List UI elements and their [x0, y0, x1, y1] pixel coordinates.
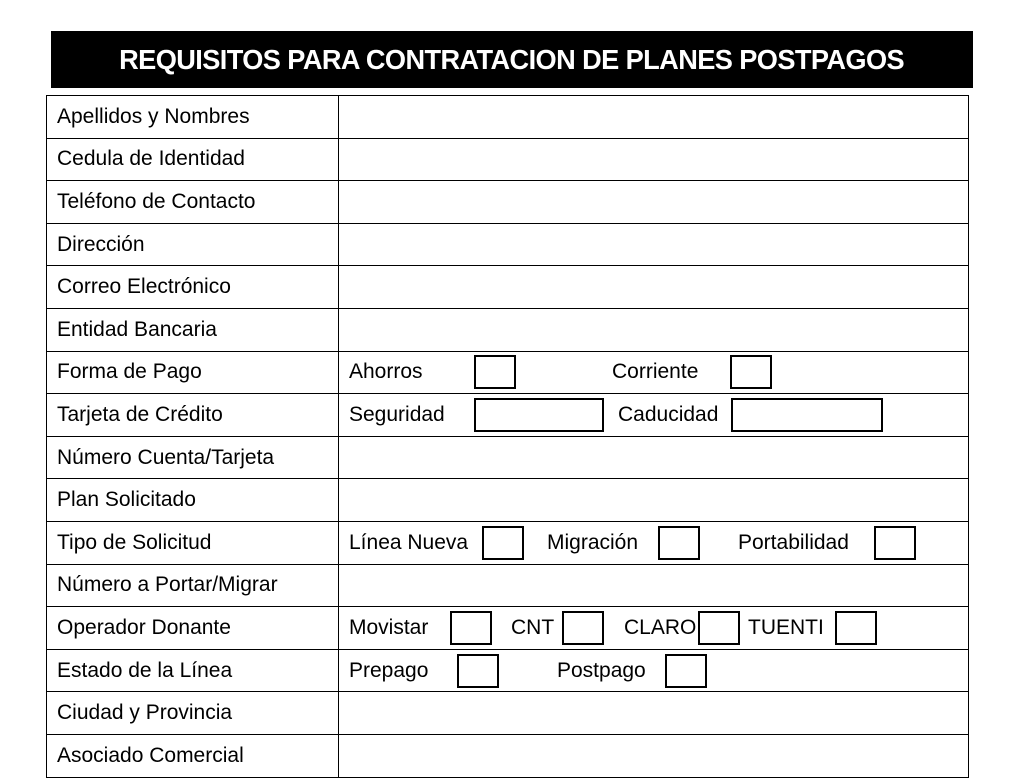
- label-correo-electronico: Correo Electrónico: [47, 266, 339, 309]
- option-ahorros-label: Ahorros: [349, 360, 423, 384]
- option-movistar-label: Movistar: [349, 615, 429, 639]
- row-plan-solicitado: [47, 479, 969, 522]
- label-numero-portar-migrar: Número a Portar/Migrar: [47, 564, 339, 607]
- option-tuenti-label: TUENTI: [748, 615, 824, 639]
- option-migracion-label: Migración: [547, 530, 639, 554]
- label-operador-donante: Operador Donante: [47, 607, 339, 650]
- row-operador-donante: [47, 607, 969, 650]
- field-tipo-solicitud: [339, 521, 969, 564]
- option-seguridad-label: Seguridad: [349, 402, 445, 426]
- input-seguridad[interactable]: [474, 398, 604, 432]
- row-forma-pago: [47, 351, 969, 394]
- row-estado-linea: [47, 649, 969, 692]
- label-cedula-identidad: Cedula de Identidad: [47, 138, 339, 181]
- option-postpago-label: Postpago: [557, 658, 646, 682]
- field-asociado-comercial[interactable]: [339, 734, 969, 777]
- field-numero-cuenta-tarjeta[interactable]: [339, 436, 969, 479]
- field-estado-linea: [339, 649, 969, 692]
- option-claro-label: CLARO: [624, 615, 697, 639]
- row-asociado-comercial: [47, 734, 969, 777]
- field-entidad-bancaria[interactable]: [339, 308, 969, 351]
- field-operador-donante: [339, 607, 969, 650]
- checkbox-claro[interactable]: [698, 611, 740, 645]
- field-numero-portar-migrar[interactable]: [339, 564, 969, 607]
- row-tarjeta-credito: [47, 394, 969, 437]
- label-apellidos-nombres: Apellidos y Nombres: [47, 96, 339, 139]
- row-tipo-solicitud: [47, 521, 969, 564]
- field-forma-pago: [339, 351, 969, 394]
- row-apellidos-nombres: [47, 96, 969, 139]
- label-plan-solicitado: Plan Solicitado: [47, 479, 339, 522]
- requirements-form: [46, 95, 969, 778]
- checkbox-prepago[interactable]: [457, 654, 499, 688]
- field-direccion[interactable]: [339, 223, 969, 266]
- label-entidad-bancaria: Entidad Bancaria: [47, 308, 339, 351]
- row-entidad-bancaria: [47, 308, 969, 351]
- row-direccion: [47, 223, 969, 266]
- field-tarjeta-credito: [339, 394, 969, 437]
- label-telefono-contacto: Teléfono de Contacto: [47, 181, 339, 224]
- checkbox-movistar[interactable]: [450, 611, 492, 645]
- field-plan-solicitado[interactable]: [339, 479, 969, 522]
- title-bar: [51, 31, 973, 88]
- checkbox-linea-nueva[interactable]: [482, 526, 524, 560]
- checkbox-cnt[interactable]: [562, 611, 604, 645]
- row-cedula-identidad: [47, 138, 969, 181]
- checkbox-corriente[interactable]: [730, 355, 772, 389]
- label-forma-pago: Forma de Pago: [47, 351, 339, 394]
- row-ciudad-provincia: [47, 692, 969, 735]
- field-ciudad-provincia[interactable]: [339, 692, 969, 735]
- row-numero-cuenta-tarjeta: [47, 436, 969, 479]
- input-caducidad[interactable]: [731, 398, 883, 432]
- field-apellidos-nombres[interactable]: [339, 96, 969, 139]
- field-cedula-identidad[interactable]: [339, 138, 969, 181]
- option-caducidad-label: Caducidad: [618, 402, 719, 426]
- label-ciudad-provincia: Ciudad y Provincia: [47, 692, 339, 735]
- form-title: REQUISITOS PARA CONTRATACION DE PLANES POSTPAGOS: [119, 43, 905, 75]
- label-asociado-comercial: Asociado Comercial: [47, 734, 339, 777]
- row-numero-portar-migrar: [47, 564, 969, 607]
- checkbox-ahorros[interactable]: [474, 355, 516, 389]
- label-tarjeta-credito: Tarjeta de Crédito: [47, 394, 339, 437]
- label-estado-linea: Estado de la Línea: [47, 649, 339, 692]
- checkbox-portabilidad[interactable]: [874, 526, 916, 560]
- option-prepago-label: Prepago: [349, 658, 429, 682]
- label-tipo-solicitud: Tipo de Solicitud: [47, 521, 339, 564]
- field-correo-electronico[interactable]: [339, 266, 969, 309]
- row-correo-electronico: [47, 266, 969, 309]
- option-portabilidad-label: Portabilidad: [738, 530, 849, 554]
- checkbox-migracion[interactable]: [658, 526, 700, 560]
- field-telefono-contacto[interactable]: [339, 181, 969, 224]
- label-direccion: Dirección: [47, 223, 339, 266]
- checkbox-tuenti[interactable]: [835, 611, 877, 645]
- label-numero-cuenta-tarjeta: Número Cuenta/Tarjeta: [47, 436, 339, 479]
- checkbox-postpago[interactable]: [665, 654, 707, 688]
- row-telefono-contacto: [47, 181, 969, 224]
- option-cnt-label: CNT: [511, 615, 555, 639]
- option-linea-nueva-label: Línea Nueva: [349, 530, 469, 554]
- option-corriente-label: Corriente: [612, 360, 699, 384]
